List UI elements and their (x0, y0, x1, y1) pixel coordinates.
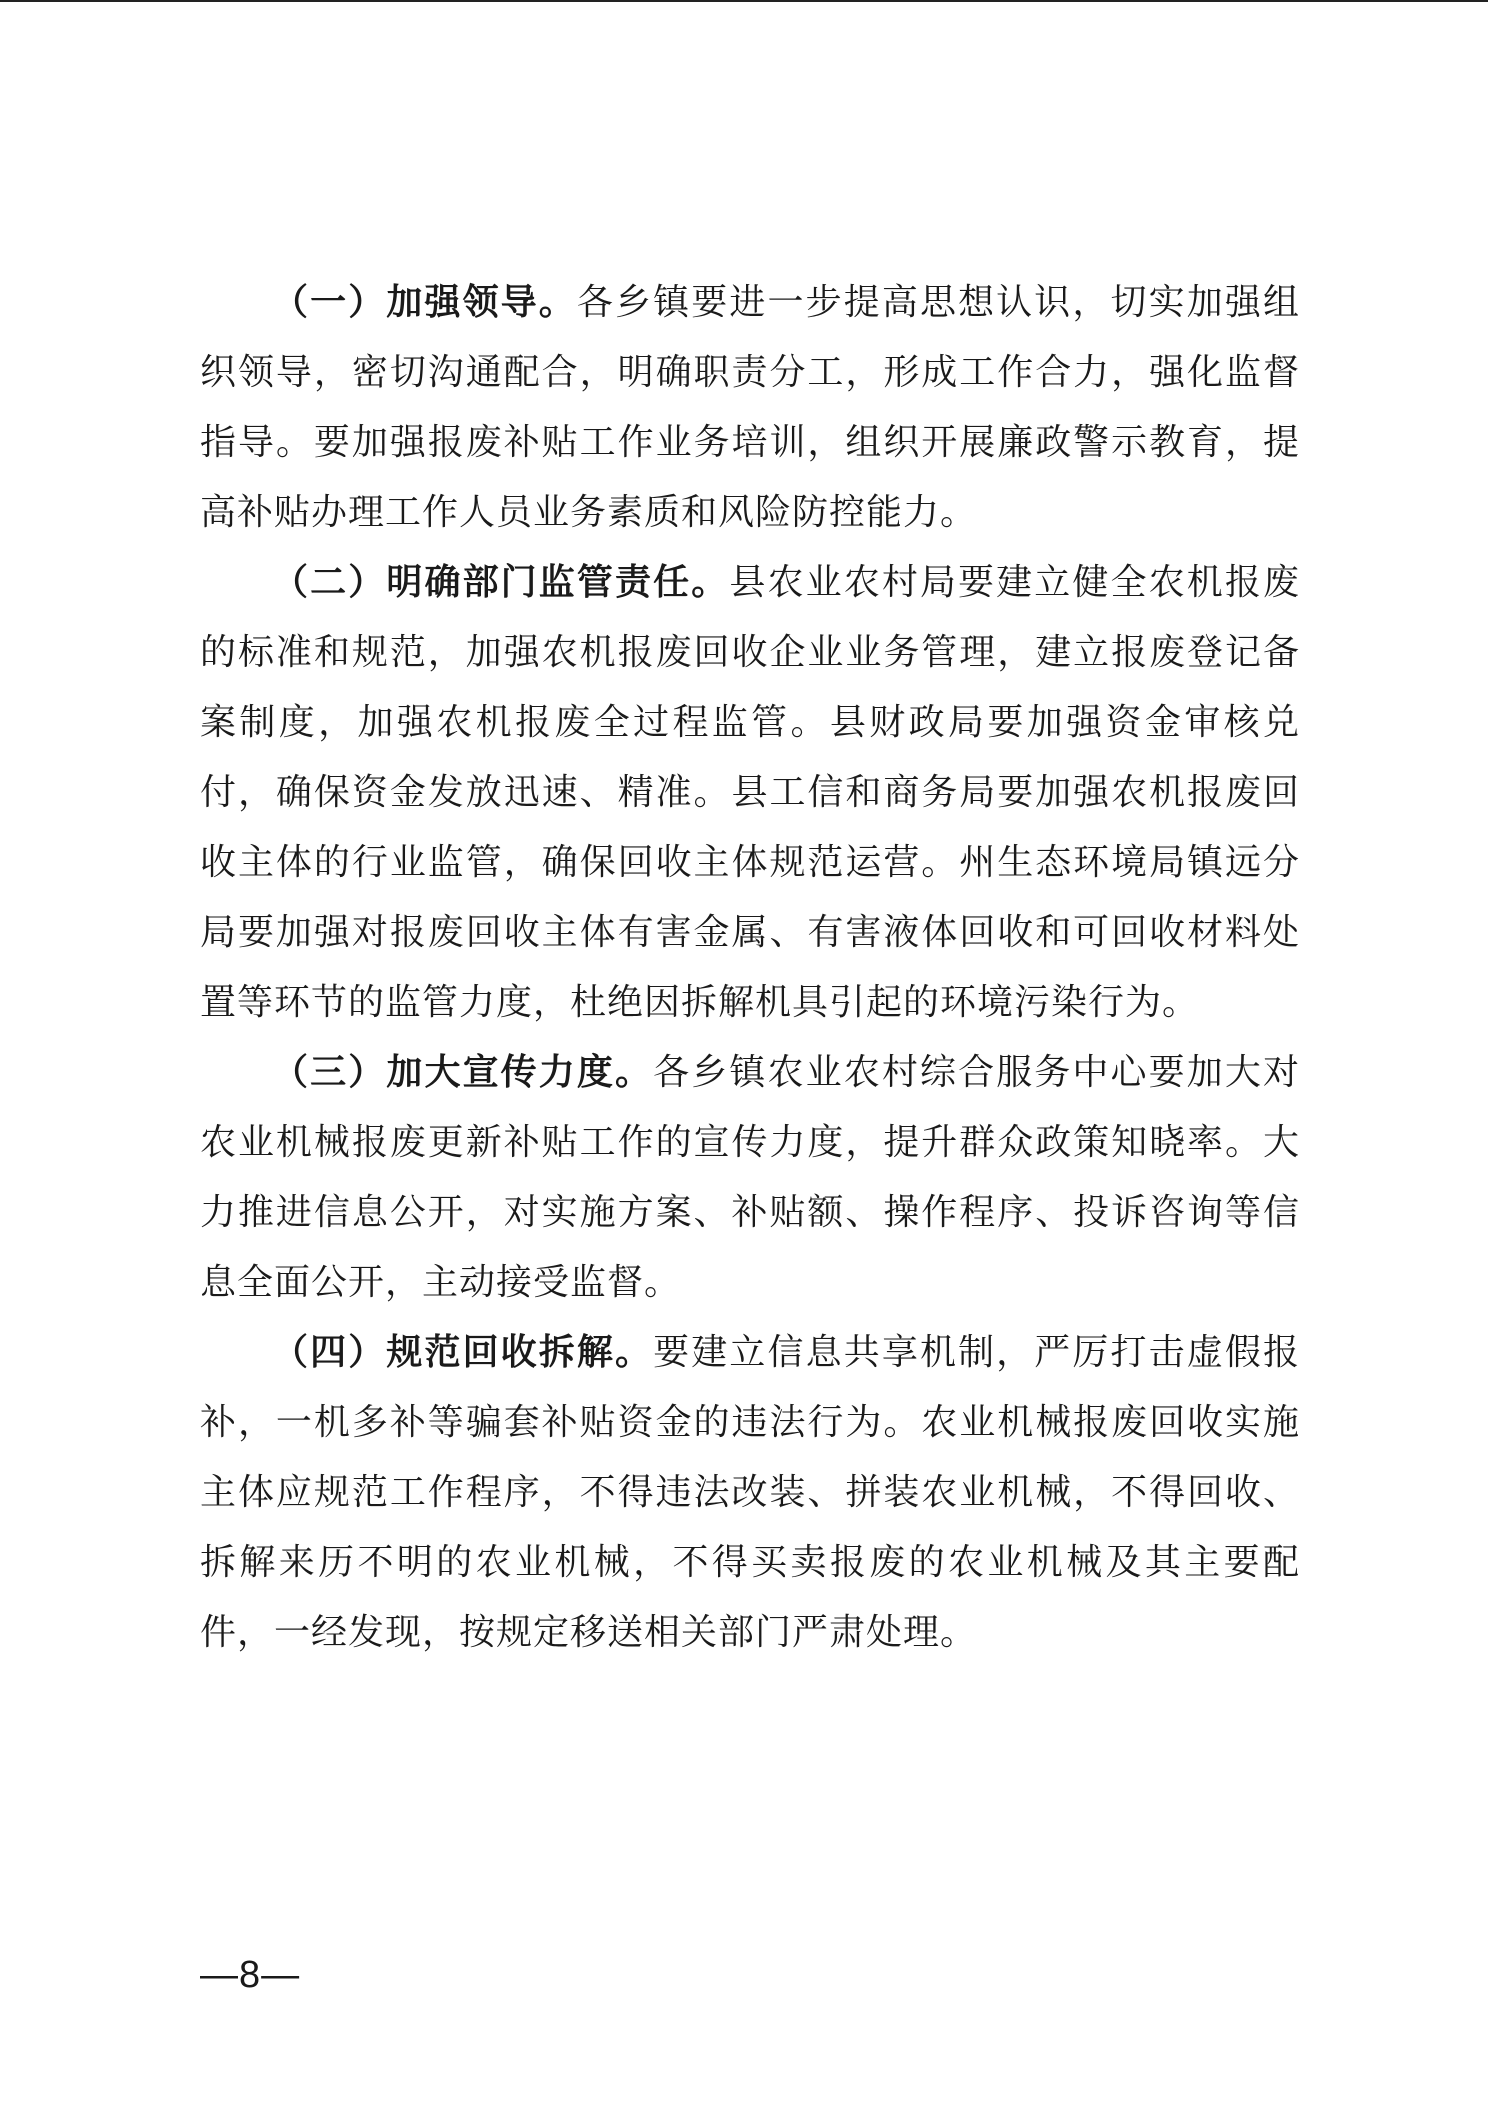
paragraph-recycling (200, 1318, 1300, 1668)
paragraph-text: 要建立信息共享机制，严厉打击虚假报补，一机多补等骗套补贴资金的违法行为。农业机械报废回收实施主体应规范工作程序，不得违法改装、拼装农业机械，不得回收、拆解来历不明的农业机械，不得买卖报废的农业机械及其主要配件，一经发现，按规定移送相关部门严肃处理。 (200, 1332, 1300, 1653)
paragraph-heading: （三）加大宣传力度。 (272, 1052, 654, 1093)
paragraph-text: 县农业农村局要建立健全农机报废的标准和规范，加强农机报废回收企业业务管理，建立报废登记备案制度，加强农机报废全过程监管。县财政局要加强资金审核兑付，确保资金发放迅速、精准。县工信和商务局要加强农机报废回收主体的行业监管，确保回收主体规范运营。州生态环境局镇远分局要加强对报废回收主体有害金属、有害液体回收和可回收材料处置等环节的监管力度，杜绝因拆解机具引起的环境污染行为。 (200, 562, 1300, 1023)
paragraph-heading: （四）规范回收拆解。 (272, 1332, 654, 1373)
paragraph-department-supervision (200, 548, 1300, 1038)
paragraph-text: 各乡镇要进一步提高思想认识，切实加强组织领导，密切沟通配合，明确职责分工，形成工作合力，强化监督指导。要加强报废补贴工作业务培训，组织开展廉政警示教育，提高补贴办理工作人员业务素质和风险防控能力。 (200, 282, 1300, 533)
paragraph-heading: （二）明确部门监管责任。 (272, 562, 730, 603)
paragraph-leadership (200, 268, 1300, 548)
page-number: —8— (200, 1954, 301, 1996)
paragraph-publicity (200, 1038, 1300, 1318)
paragraph-heading: （一）加强领导。 (272, 282, 577, 323)
paragraph-text: 各乡镇农业农村综合服务中心要加大对农业机械报废更新补贴工作的宣传力度，提升群众政策知晓率。大力推进信息公开，对实施方案、补贴额、操作程序、投诉咨询等信息全面公开，主动接受监督。 (200, 1052, 1300, 1303)
document-body (200, 268, 1300, 1668)
